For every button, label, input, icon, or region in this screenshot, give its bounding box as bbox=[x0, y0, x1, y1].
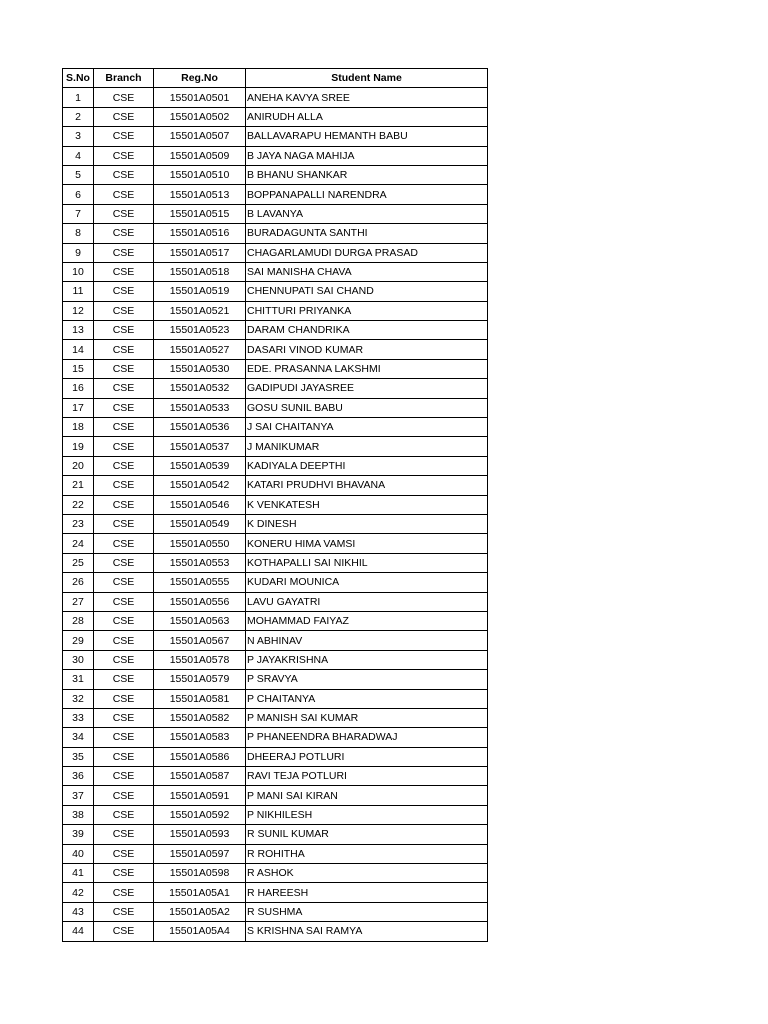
cell-branch: CSE bbox=[94, 844, 154, 863]
table-row bbox=[63, 844, 488, 863]
cell-branch: CSE bbox=[94, 650, 154, 669]
table-row bbox=[63, 902, 488, 921]
cell-branch: CSE bbox=[94, 573, 154, 592]
table-header bbox=[63, 69, 488, 88]
cell-sno: 13 bbox=[63, 321, 94, 340]
table-row bbox=[63, 418, 488, 437]
cell-branch: CSE bbox=[94, 282, 154, 301]
table-row bbox=[63, 398, 488, 417]
cell-reg-no: 15501A0553 bbox=[154, 553, 246, 572]
table-row bbox=[63, 224, 488, 243]
cell-sno: 31 bbox=[63, 670, 94, 689]
cell-student-name: R HAREESH bbox=[246, 883, 488, 902]
cell-student-name: P MANISH SAI KUMAR bbox=[246, 708, 488, 727]
cell-branch: CSE bbox=[94, 553, 154, 572]
cell-reg-no: 15501A0532 bbox=[154, 379, 246, 398]
table-row bbox=[63, 767, 488, 786]
cell-sno: 14 bbox=[63, 340, 94, 359]
cell-branch: CSE bbox=[94, 456, 154, 475]
cell-branch: CSE bbox=[94, 340, 154, 359]
cell-branch: CSE bbox=[94, 88, 154, 107]
cell-student-name: KUDARI MOUNICA bbox=[246, 573, 488, 592]
cell-sno: 36 bbox=[63, 767, 94, 786]
cell-student-name: P SRAVYA bbox=[246, 670, 488, 689]
cell-student-name: DASARI VINOD KUMAR bbox=[246, 340, 488, 359]
cell-student-name: R ASHOK bbox=[246, 864, 488, 883]
cell-branch: CSE bbox=[94, 864, 154, 883]
cell-student-name: KOTHAPALLI SAI NIKHIL bbox=[246, 553, 488, 572]
cell-branch: CSE bbox=[94, 670, 154, 689]
table-row bbox=[63, 107, 488, 126]
cell-sno: 11 bbox=[63, 282, 94, 301]
cell-reg-no: 15501A0546 bbox=[154, 495, 246, 514]
cell-sno: 17 bbox=[63, 398, 94, 417]
cell-student-name: DHEERAJ POTLURI bbox=[246, 747, 488, 766]
cell-branch: CSE bbox=[94, 243, 154, 262]
table-row bbox=[63, 553, 488, 572]
cell-student-name: N ABHINAV bbox=[246, 631, 488, 650]
table-row bbox=[63, 379, 488, 398]
cell-branch: CSE bbox=[94, 165, 154, 184]
cell-reg-no: 15501A0579 bbox=[154, 670, 246, 689]
cell-student-name: S KRISHNA SAI RAMYA bbox=[246, 922, 488, 941]
cell-student-name: CHITTURI PRIYANKA bbox=[246, 301, 488, 320]
cell-student-name: ANIRUDH ALLA bbox=[246, 107, 488, 126]
cell-branch: CSE bbox=[94, 728, 154, 747]
table-row bbox=[63, 650, 488, 669]
cell-student-name: P MANI SAI KIRAN bbox=[246, 786, 488, 805]
table-row bbox=[63, 689, 488, 708]
cell-student-name: K VENKATESH bbox=[246, 495, 488, 514]
cell-branch: CSE bbox=[94, 747, 154, 766]
table-row bbox=[63, 786, 488, 805]
cell-reg-no: 15501A0519 bbox=[154, 282, 246, 301]
cell-reg-no: 15501A0567 bbox=[154, 631, 246, 650]
cell-reg-no: 15501A0592 bbox=[154, 805, 246, 824]
cell-branch: CSE bbox=[94, 805, 154, 824]
table-row bbox=[63, 243, 488, 262]
cell-sno: 29 bbox=[63, 631, 94, 650]
cell-branch: CSE bbox=[94, 514, 154, 533]
cell-reg-no: 15501A05A2 bbox=[154, 902, 246, 921]
cell-sno: 26 bbox=[63, 573, 94, 592]
cell-sno: 33 bbox=[63, 708, 94, 727]
cell-sno: 18 bbox=[63, 418, 94, 437]
cell-student-name: BURADAGUNTA SANTHI bbox=[246, 224, 488, 243]
cell-reg-no: 15501A0556 bbox=[154, 592, 246, 611]
cell-branch: CSE bbox=[94, 689, 154, 708]
cell-branch: CSE bbox=[94, 631, 154, 650]
cell-sno: 1 bbox=[63, 88, 94, 107]
cell-branch: CSE bbox=[94, 708, 154, 727]
cell-sno: 43 bbox=[63, 902, 94, 921]
cell-reg-no: 15501A0598 bbox=[154, 864, 246, 883]
cell-student-name: P PHANEENDRA BHARADWAJ bbox=[246, 728, 488, 747]
cell-branch: CSE bbox=[94, 224, 154, 243]
cell-reg-no: 15501A0537 bbox=[154, 437, 246, 456]
cell-reg-no: 15501A0510 bbox=[154, 165, 246, 184]
cell-sno: 15 bbox=[63, 359, 94, 378]
cell-sno: 23 bbox=[63, 514, 94, 533]
cell-sno: 5 bbox=[63, 165, 94, 184]
cell-reg-no: 15501A0581 bbox=[154, 689, 246, 708]
cell-reg-no: 15501A0516 bbox=[154, 224, 246, 243]
table-row bbox=[63, 204, 488, 223]
cell-branch: CSE bbox=[94, 437, 154, 456]
cell-sno: 39 bbox=[63, 825, 94, 844]
cell-student-name: DARAM CHANDRIKA bbox=[246, 321, 488, 340]
cell-reg-no: 15501A0583 bbox=[154, 728, 246, 747]
cell-branch: CSE bbox=[94, 204, 154, 223]
table-row bbox=[63, 728, 488, 747]
cell-student-name: CHAGARLAMUDI DURGA PRASAD bbox=[246, 243, 488, 262]
table-row bbox=[63, 185, 488, 204]
header-row bbox=[63, 69, 488, 88]
cell-student-name: R ROHITHA bbox=[246, 844, 488, 863]
cell-sno: 41 bbox=[63, 864, 94, 883]
table-row bbox=[63, 825, 488, 844]
cell-student-name: MOHAMMAD FAIYAZ bbox=[246, 611, 488, 630]
cell-sno: 6 bbox=[63, 185, 94, 204]
cell-student-name: R SUNIL KUMAR bbox=[246, 825, 488, 844]
cell-student-name: K DINESH bbox=[246, 514, 488, 533]
cell-sno: 25 bbox=[63, 553, 94, 572]
cell-student-name: P JAYAKRISHNA bbox=[246, 650, 488, 669]
table-row bbox=[63, 437, 488, 456]
cell-sno: 38 bbox=[63, 805, 94, 824]
cell-sno: 4 bbox=[63, 146, 94, 165]
cell-reg-no: 15501A0517 bbox=[154, 243, 246, 262]
cell-sno: 30 bbox=[63, 650, 94, 669]
cell-reg-no: 15501A0530 bbox=[154, 359, 246, 378]
cell-reg-no: 15501A0578 bbox=[154, 650, 246, 669]
header-student-name: Student Name bbox=[246, 69, 488, 88]
cell-sno: 37 bbox=[63, 786, 94, 805]
table-row bbox=[63, 127, 488, 146]
cell-branch: CSE bbox=[94, 767, 154, 786]
cell-reg-no: 15501A0502 bbox=[154, 107, 246, 126]
table-row bbox=[63, 534, 488, 553]
table-row bbox=[63, 301, 488, 320]
cell-branch: CSE bbox=[94, 611, 154, 630]
cell-reg-no: 15501A0536 bbox=[154, 418, 246, 437]
cell-student-name: J MANIKUMAR bbox=[246, 437, 488, 456]
cell-student-name: KONERU HIMA VAMSI bbox=[246, 534, 488, 553]
cell-branch: CSE bbox=[94, 185, 154, 204]
student-table bbox=[62, 68, 488, 942]
cell-sno: 40 bbox=[63, 844, 94, 863]
header-reg-no: Reg.No bbox=[154, 69, 246, 88]
cell-reg-no: 15501A0563 bbox=[154, 611, 246, 630]
cell-sno: 27 bbox=[63, 592, 94, 611]
cell-reg-no: 15501A0523 bbox=[154, 321, 246, 340]
cell-sno: 35 bbox=[63, 747, 94, 766]
cell-student-name: KADIYALA DEEPTHI bbox=[246, 456, 488, 475]
cell-sno: 28 bbox=[63, 611, 94, 630]
cell-branch: CSE bbox=[94, 476, 154, 495]
cell-branch: CSE bbox=[94, 359, 154, 378]
table-row bbox=[63, 359, 488, 378]
cell-student-name: LAVU GAYATRI bbox=[246, 592, 488, 611]
cell-student-name: KATARI PRUDHVI BHAVANA bbox=[246, 476, 488, 495]
table-row bbox=[63, 88, 488, 107]
cell-branch: CSE bbox=[94, 321, 154, 340]
cell-student-name: B JAYA NAGA MAHIJA bbox=[246, 146, 488, 165]
cell-student-name: EDE. PRASANNA LAKSHMI bbox=[246, 359, 488, 378]
cell-sno: 3 bbox=[63, 127, 94, 146]
cell-branch: CSE bbox=[94, 127, 154, 146]
cell-sno: 16 bbox=[63, 379, 94, 398]
cell-sno: 21 bbox=[63, 476, 94, 495]
cell-student-name: SAI MANISHA CHAVA bbox=[246, 262, 488, 281]
table-row bbox=[63, 165, 488, 184]
cell-reg-no: 15501A0593 bbox=[154, 825, 246, 844]
cell-sno: 10 bbox=[63, 262, 94, 281]
cell-branch: CSE bbox=[94, 262, 154, 281]
cell-reg-no: 15501A0555 bbox=[154, 573, 246, 592]
cell-branch: CSE bbox=[94, 495, 154, 514]
cell-sno: 42 bbox=[63, 883, 94, 902]
table-row bbox=[63, 282, 488, 301]
table-row bbox=[63, 883, 488, 902]
cell-sno: 19 bbox=[63, 437, 94, 456]
table-row bbox=[63, 864, 488, 883]
cell-sno: 8 bbox=[63, 224, 94, 243]
table-row bbox=[63, 476, 488, 495]
cell-branch: CSE bbox=[94, 825, 154, 844]
cell-reg-no: 15501A0521 bbox=[154, 301, 246, 320]
table-row bbox=[63, 922, 488, 941]
cell-student-name: P CHAITANYA bbox=[246, 689, 488, 708]
table-row bbox=[63, 805, 488, 824]
cell-student-name: BOPPANAPALLI NARENDRA bbox=[246, 185, 488, 204]
table-row bbox=[63, 611, 488, 630]
cell-sno: 2 bbox=[63, 107, 94, 126]
cell-reg-no: 15501A0507 bbox=[154, 127, 246, 146]
cell-student-name: B LAVANYA bbox=[246, 204, 488, 223]
cell-sno: 9 bbox=[63, 243, 94, 262]
cell-reg-no: 15501A0550 bbox=[154, 534, 246, 553]
cell-branch: CSE bbox=[94, 922, 154, 941]
header-sno: S.No bbox=[63, 69, 94, 88]
cell-sno: 34 bbox=[63, 728, 94, 747]
cell-branch: CSE bbox=[94, 902, 154, 921]
cell-reg-no: 15501A0509 bbox=[154, 146, 246, 165]
table-row bbox=[63, 573, 488, 592]
table-row bbox=[63, 747, 488, 766]
student-list-sheet bbox=[62, 68, 488, 942]
cell-reg-no: 15501A0597 bbox=[154, 844, 246, 863]
cell-student-name: CHENNUPATI SAI CHAND bbox=[246, 282, 488, 301]
cell-branch: CSE bbox=[94, 418, 154, 437]
cell-branch: CSE bbox=[94, 592, 154, 611]
cell-student-name: RAVI TEJA POTLURI bbox=[246, 767, 488, 786]
cell-student-name: GADIPUDI JAYASREE bbox=[246, 379, 488, 398]
cell-branch: CSE bbox=[94, 146, 154, 165]
cell-reg-no: 15501A0513 bbox=[154, 185, 246, 204]
cell-reg-no: 15501A0533 bbox=[154, 398, 246, 417]
cell-student-name: ANEHA KAVYA SREE bbox=[246, 88, 488, 107]
table-row bbox=[63, 262, 488, 281]
cell-reg-no: 15501A0586 bbox=[154, 747, 246, 766]
cell-student-name: P NIKHILESH bbox=[246, 805, 488, 824]
cell-reg-no: 15501A0587 bbox=[154, 767, 246, 786]
table-row bbox=[63, 514, 488, 533]
cell-reg-no: 15501A0501 bbox=[154, 88, 246, 107]
cell-sno: 20 bbox=[63, 456, 94, 475]
cell-reg-no: 15501A0542 bbox=[154, 476, 246, 495]
cell-sno: 32 bbox=[63, 689, 94, 708]
cell-reg-no: 15501A0591 bbox=[154, 786, 246, 805]
cell-sno: 24 bbox=[63, 534, 94, 553]
cell-branch: CSE bbox=[94, 379, 154, 398]
cell-sno: 22 bbox=[63, 495, 94, 514]
cell-reg-no: 15501A0515 bbox=[154, 204, 246, 223]
table-row bbox=[63, 456, 488, 475]
table-row bbox=[63, 495, 488, 514]
cell-reg-no: 15501A0539 bbox=[154, 456, 246, 475]
table-row bbox=[63, 592, 488, 611]
cell-reg-no: 15501A0549 bbox=[154, 514, 246, 533]
cell-branch: CSE bbox=[94, 786, 154, 805]
cell-sno: 12 bbox=[63, 301, 94, 320]
cell-reg-no: 15501A05A1 bbox=[154, 883, 246, 902]
cell-student-name: J SAI CHAITANYA bbox=[246, 418, 488, 437]
table-row bbox=[63, 321, 488, 340]
cell-reg-no: 15501A0518 bbox=[154, 262, 246, 281]
cell-student-name: R SUSHMA bbox=[246, 902, 488, 921]
cell-student-name: B BHANU SHANKAR bbox=[246, 165, 488, 184]
cell-branch: CSE bbox=[94, 398, 154, 417]
cell-branch: CSE bbox=[94, 301, 154, 320]
cell-student-name: BALLAVARAPU HEMANTH BABU bbox=[246, 127, 488, 146]
header-branch: Branch bbox=[94, 69, 154, 88]
cell-sno: 7 bbox=[63, 204, 94, 223]
table-row bbox=[63, 670, 488, 689]
table-row bbox=[63, 631, 488, 650]
table-row bbox=[63, 146, 488, 165]
cell-branch: CSE bbox=[94, 883, 154, 902]
cell-reg-no: 15501A0582 bbox=[154, 708, 246, 727]
table-row bbox=[63, 340, 488, 359]
cell-reg-no: 15501A05A4 bbox=[154, 922, 246, 941]
cell-branch: CSE bbox=[94, 534, 154, 553]
cell-branch: CSE bbox=[94, 107, 154, 126]
table-body bbox=[63, 88, 488, 941]
cell-student-name: GOSU SUNIL BABU bbox=[246, 398, 488, 417]
table-row bbox=[63, 708, 488, 727]
cell-reg-no: 15501A0527 bbox=[154, 340, 246, 359]
cell-sno: 44 bbox=[63, 922, 94, 941]
